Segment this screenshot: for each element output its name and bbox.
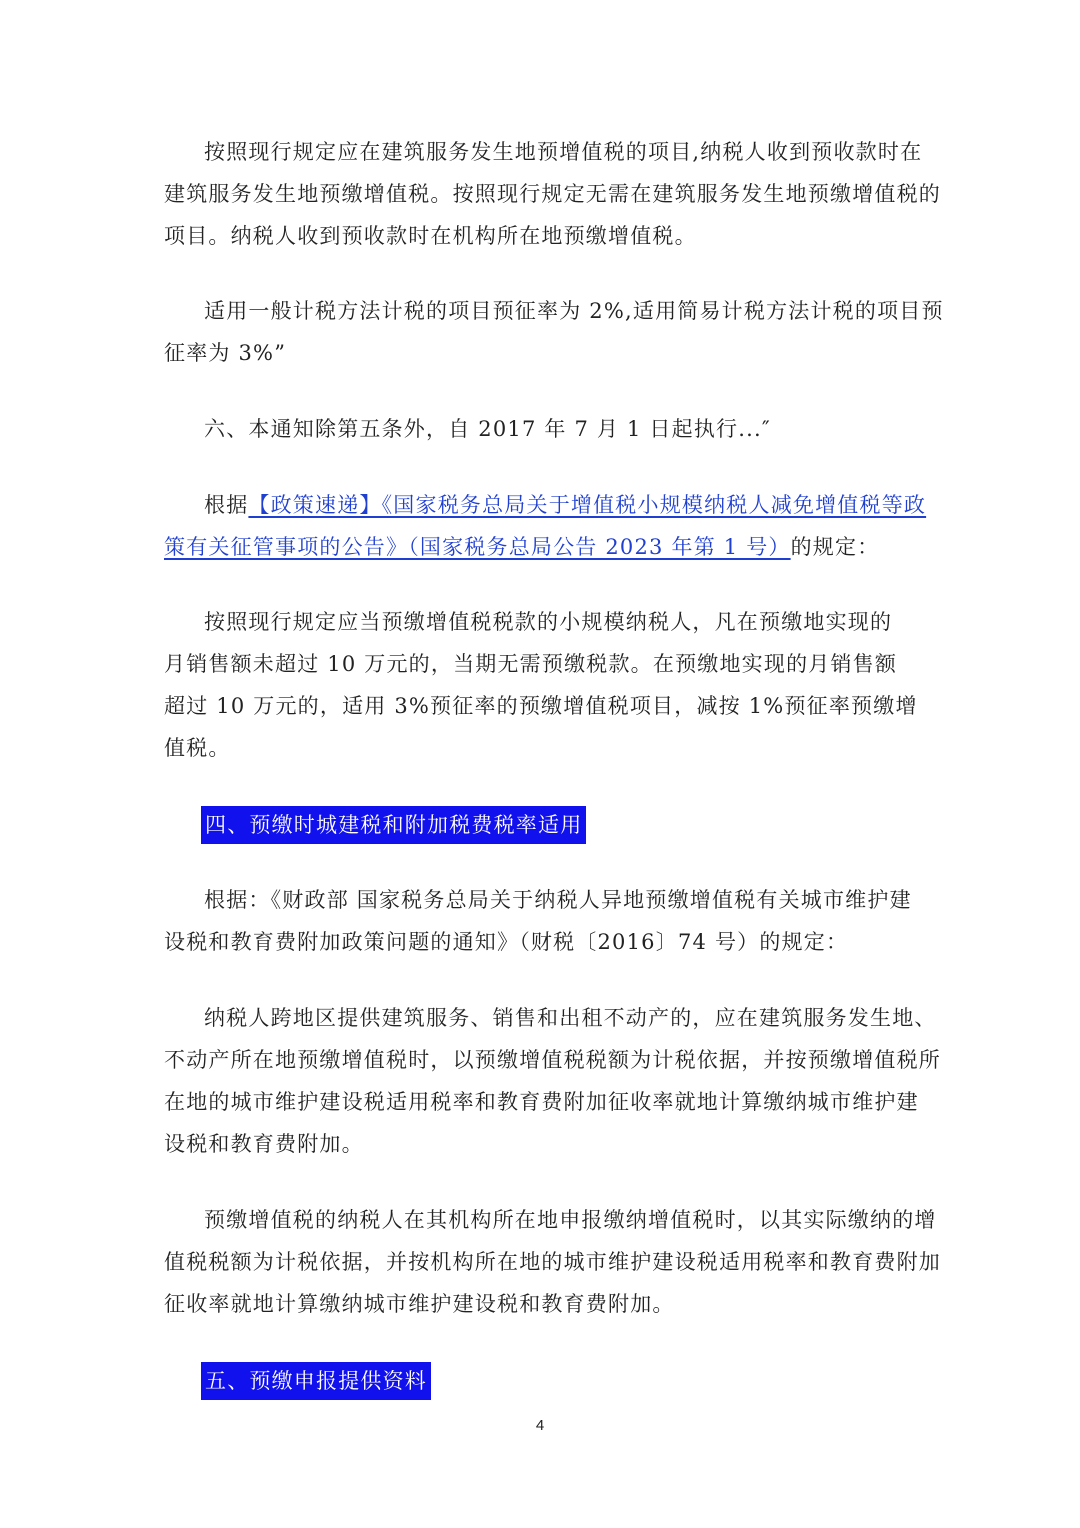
paragraph-prepay-location: [164, 131, 941, 257]
paragraph-prepay-rate: [164, 290, 944, 374]
paragraph-line: 按照现行规定应当预缴增值税税款的小规模纳税人，凡在预缴地实现的: [204, 610, 893, 634]
reference-suffix: 的规定：: [790, 535, 880, 559]
paragraph-line: 预缴增值税的纳税人在其机构所在地申报缴纳增值税时，以其实际缴纳的增: [204, 1208, 937, 1232]
reference-prefix: 根据: [204, 493, 249, 517]
paragraph-line: 按照现行规定应在建筑服务发生地预增值税的项目,纳税人收到预收款时在: [204, 140, 923, 164]
paragraph-line: 六、本通知除第五条外，自 2017 年 7 月 1 日起执行...″: [204, 417, 771, 441]
policy-link[interactable]: 【政策速递】《国家税务总局关于增值税小规模纳税人减免增值税等政: [248, 493, 927, 517]
paragraph-line: 设税和教育费附加。: [164, 1132, 364, 1156]
paragraph-line: 征率为 3%”: [164, 341, 287, 365]
paragraph-policy-reference: [164, 484, 927, 568]
paragraph-line: 值税。: [164, 736, 231, 760]
section-heading-4: 四、预缴时城建税和附加税费税率适用: [201, 806, 586, 844]
paragraph-line: 设税和教育费附加政策问题的通知》（财税〔2016〕74 号）的规定：: [164, 930, 849, 954]
paragraph-small-taxpayer: [164, 601, 920, 769]
paragraph-line: 征收率就地计算缴纳城市维护建设税和教育费附加。: [164, 1292, 675, 1316]
paragraph-line: 建筑服务发生地预缴增值税。按照现行规定无需在建筑服务发生地预缴增值税的: [164, 182, 941, 206]
paragraph-urban-tax-reference: [164, 879, 920, 963]
paragraph-line: 适用一般计税方法计税的项目预征率为 2%,适用简易计税方法计税的项目预: [204, 299, 944, 323]
paragraph-line: 不动产所在地预缴增值税时，以预缴增值税税额为计税依据，并按预缴增值税所: [164, 1048, 941, 1072]
paragraph-line: 超过 10 万元的，适用 3%预征率的预缴增值税项目，减按 1%预征率预缴增: [164, 694, 918, 718]
paragraph-line: 在地的城市维护建设税适用税率和教育费附加征收率就地计算缴纳城市维护建: [164, 1090, 919, 1114]
paragraph-line: 值税税额为计税依据，并按机构所在地的城市维护建设税适用税率和教育费附加: [164, 1250, 941, 1274]
page-number: 4: [535, 1417, 545, 1434]
paragraph-line: 月销售额未超过 10 万元的，当期无需预缴税款。在预缴地实现的月销售额: [164, 652, 898, 676]
policy-link-continued[interactable]: 策有关征管事项的公告》（国家税务总局公告 2023 年第 1 号）: [164, 535, 791, 559]
paragraph-line: 纳税人跨地区提供建筑服务、销售和出租不动产的，应在建筑服务发生地、: [204, 1006, 937, 1030]
paragraph-line: 项目。纳税人收到预收款时在机构所在地预缴增值税。: [164, 224, 697, 248]
paragraph-cross-region: [164, 997, 941, 1165]
paragraph-line: 根据：《财政部 国家税务总局关于纳税人异地预缴增值税有关城市维护建: [204, 888, 912, 912]
section-heading-5: 五、预缴申报提供资料: [201, 1362, 431, 1400]
paragraph-effective-date: [164, 408, 920, 450]
paragraph-institution-filing: [164, 1199, 941, 1325]
